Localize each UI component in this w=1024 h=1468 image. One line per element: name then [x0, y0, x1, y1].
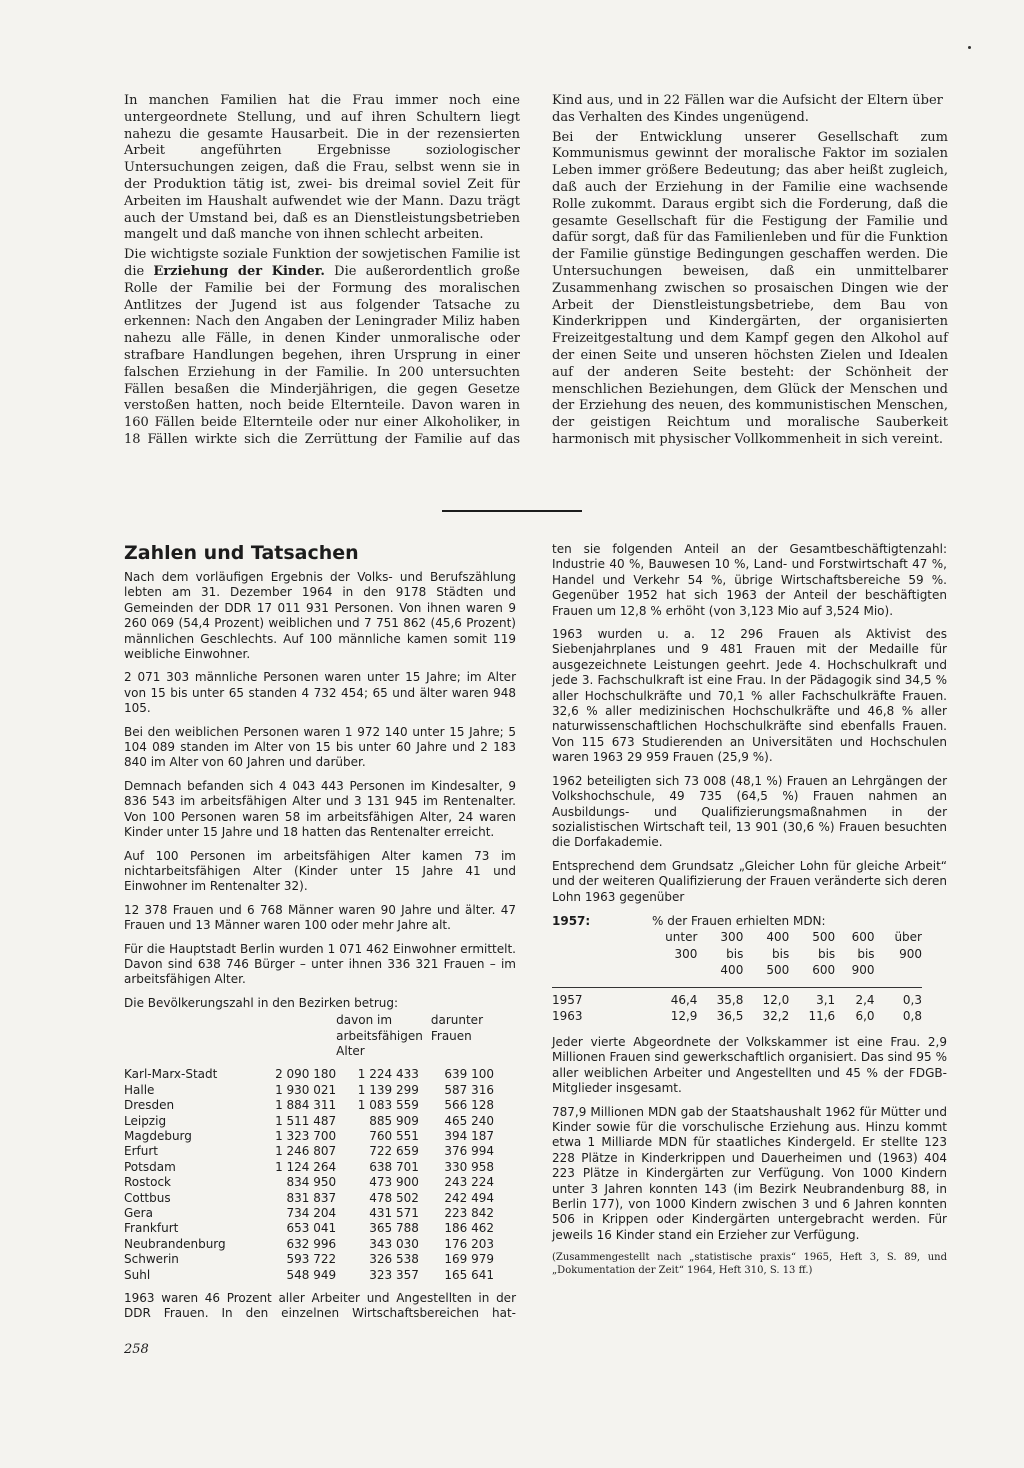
section-divider	[442, 510, 582, 512]
header-working-age: davon im arbeitsfähigen Alter	[336, 1013, 423, 1058]
district-name: Gera	[124, 1206, 153, 1221]
district-name: Frankfurt	[124, 1221, 179, 1236]
district-value: 885 909	[369, 1113, 419, 1128]
district-value: 639 100	[444, 1067, 494, 1082]
district-value: 243 224	[444, 1175, 494, 1190]
district-value: 1 511 487	[275, 1113, 337, 1128]
bold-phrase: Erziehung der Kinder.	[153, 263, 325, 279]
district-name: Magdeburg	[124, 1129, 192, 1143]
table-row	[124, 1252, 504, 1267]
district-value: 242 494	[444, 1190, 494, 1205]
district-value: 465 240	[444, 1113, 494, 1128]
district-value: 566 128	[444, 1098, 494, 1113]
district-value: 169 979	[444, 1252, 494, 1267]
table-row	[124, 1175, 504, 1190]
district-value: 760 551	[369, 1129, 419, 1143]
district-value: 638 701	[369, 1159, 419, 1174]
district-value: 343 030	[369, 1236, 419, 1251]
district-value: 326 538	[369, 1252, 419, 1267]
district-value: 323 357	[369, 1267, 419, 1282]
top-left-column	[124, 93, 520, 452]
district-name: Rostock	[124, 1175, 171, 1190]
table-row	[124, 1067, 504, 1082]
table-row	[124, 1268, 504, 1283]
top-right-column	[552, 93, 948, 452]
paragraph: Bei der Entwicklung unserer Gesellschaft zum Kommunismus gewinnt der moralische Faktor im sozialen Leben immer größere Bedeutung; das aber heißt zugleich, daß auch der Erziehung in der Familie eine wachsende Rolle zukommt. Daraus ergibt sich die Forderung, daß die gesamte Gesellschaft für die Festigung der Familie und dafür sorgt, daß für das Familienleben und für die Funktion der Familie günstige Bedingungen geschaffen werden. Die Untersuchungen beweisen, daß ein unmittelbarer Zusammenhang zwischen so prosaischen Dingen wie der Arbeit der Dienstleistungsbetriebe, dem Bau von Kinderkrippen und Kindergärten, der organisierten Freizeitgestaltung und dem Kampf gegen den Alkohol auf der einen Seite und unseren höchsten Zielen und Idealen auf der anderen Seite besteht: der Schönheit der menschlichen Beziehungen, dem Glück der Menschen und der Erziehung des neuen, des kommunistischen Menschen, der geistigen Reichtum und moralische Sauberkeit harmonisch mit physischer Vollkommenheit in sich vereint.	[552, 129, 948, 447]
paragraph: ten sie folgenden Anteil an der Gesamtbeschäftigtenzahl: Industrie 40 %, Bauwesen 10 %, Land- und Forstwirtschaft 47 %, Handel und Verkehr 54 %, übrige Wirtschaftsbereiche 59 %. Gegenüber 1952 hat sich 1963 der Anteil der beschäftigten Frauen um 12,8 % erhöht (von 3,123 Mio auf 3,524 Mio).	[552, 542, 947, 618]
paragraph: 2 071 303 männliche Personen waren unter 15 Jahre; im Alter von 15 bis unter 65 standen 4 732 454; 65 und älter waren 948 105.	[124, 670, 516, 716]
district-value: 734 204	[286, 1206, 337, 1221]
paragraph: Nach dem vorläufigen Ergebnis der Volks- und Berufszählung lebten am 31. Dezember 1964 in den 9178 Städten und Gemeinden der DDR 17 011 931 Personen. Von ihnen waren 9 260 069 (54,4 Prozent) weiblichen und 7 751 862 (45,6 Prozent) männlichen Geschlechts. Auf 100 männliche kamen somit 119 weibliche Einwohner.	[124, 570, 516, 662]
paragraph: In manchen Familien hat die Frau immer noch eine untergeordnete Stellung, und auf ihren Schultern liegt nahezu die gesamte Hausarbeit. Die in der rezensierten Arbeit angeführten Ergebnisse soziologischer Untersuchungen zeigen, daß die Frau, selbst wenn sie in der Produktion tätig ist, zwei- bis dreimal soviel Zeit für Arbeiten im Haushalt aufwendet wie der Mann. Dazu trägt auch der Umstand bei, daß es an Dienstleistungsbetrieben mangelt und daß manche von ihnen schlecht arbeiten.	[124, 93, 520, 243]
district-value: 1 139 299	[357, 1082, 419, 1097]
district-value: 593 722	[286, 1252, 337, 1267]
district-value: 431 571	[369, 1206, 419, 1221]
district-value: 587 316	[444, 1082, 494, 1097]
district-name: Schwerin	[124, 1252, 179, 1267]
district-value: 834 950	[286, 1175, 337, 1190]
paragraph: Die wichtigste soziale Funktion der sowjetischen Familie ist die Erziehung der Kinder. Die außerordentlich große Rolle der Familie bei der Formung des moralischen Antlitzes der Jugend ist aus folgender Tatsache zu erkennen: Nach den Angaben der Leningrader Miliz haben nahezu alle Fälle, in denen Kinder unmoralische oder strafbare Handlungen begehen, ihren Ursprung in einer falschen Erziehung in der Familie. In 200 untersuchten Fällen besaßen die Minderjährigen, die gegen Gesetze verstoßen hatten, noch beide Elternteile. Davon waren in 160 Fällen beide Elternteile oder nur einer Alkoholiker, in 18 Fällen wirkte sich die Zerrüttung der Familie auf das	[124, 247, 521, 447]
district-value: 1 884 311	[275, 1098, 337, 1113]
district-value: 653 041	[286, 1221, 337, 1236]
table-row	[124, 1129, 504, 1144]
table-row: 1963 12,9 36,5 32,2 11,6 6,0 0,8	[552, 1009, 922, 1024]
district-value: 330 958	[444, 1159, 494, 1174]
paragraph: 12 378 Frauen und 6 768 Männer waren 90 Jahre und älter. 47 Frauen und 13 Männer waren 100 oder mehr Jahre alt.	[124, 902, 516, 933]
table-row: 1957 46,4 35,8 12,0 3,1 2,4 0,3	[552, 992, 922, 1007]
wage-header-row: 300 bis bis bis bis 900	[674, 946, 922, 961]
district-name: Neubrandenburg	[124, 1236, 226, 1251]
facts-left-column	[124, 542, 516, 1330]
table-row	[124, 1083, 504, 1098]
paragraph: 1963 waren 46 Prozent aller Arbeiter und Angestellten in der DDR Frauen. In den einzelnen Wirtschaftsbereichen hat-	[124, 1291, 516, 1321]
paragraph: Bei den weiblichen Personen waren 1 972 140 unter 15 Jahre; 5 104 089 standen im Alter von 15 bis unter 60 Jahre und 2 183 840 im Alter von 60 Jahren und darüber.	[124, 724, 516, 770]
section-heading: Zahlen und Tatsachen	[124, 542, 359, 564]
table-row	[124, 1206, 504, 1221]
paragraph: Entsprechend dem Grundsatz „Gleicher Lohn für gleiche Arbeit“ und der weiteren Qualifizierung der Frauen veränderte sich deren Lohn 1963 gegenüber	[552, 858, 947, 904]
district-value: 722 659	[369, 1144, 419, 1159]
district-value: 365 788	[369, 1221, 419, 1236]
district-name: Potsdam	[124, 1159, 176, 1174]
district-value: 478 502	[369, 1190, 419, 1205]
district-value: 473 900	[369, 1175, 419, 1190]
table-intro: Die Bevölkerungszahl in den Bezirken betrug:	[124, 995, 399, 1010]
page-number: 258	[124, 1342, 149, 1357]
table-row	[124, 1221, 504, 1236]
district-value: 1 323 700	[275, 1129, 337, 1143]
district-value: 1 124 264	[275, 1159, 337, 1174]
district-value: 165 641	[444, 1267, 494, 1282]
paragraph: Kind aus, und in 22 Fällen war die Aufsicht der Eltern über das Verhalten des Kindes ungenügend.	[552, 93, 943, 125]
table-row	[124, 1098, 504, 1113]
paragraph: 1962 beteiligten sich 73 008 (48,1 %) Frauen an Lehrgängen der Volkshochschule, 49 735 (64,5 %) Frauen nahmen an Ausbildungs- und Qualifizierungsmaßnahmen in der sozialistischen Wirtschaft teil, 13 901 (30,6 %) Frauen besuchten die Dorfakademie.	[552, 773, 947, 850]
wage-caption: % der Frauen erhielten MDN:	[652, 913, 826, 928]
district-value: 632 996	[286, 1236, 337, 1251]
header-women: darunter Frauen	[430, 1013, 483, 1043]
table-row	[124, 1144, 504, 1159]
district-value: 376 994	[444, 1144, 494, 1159]
district-name: Cottbus	[124, 1190, 171, 1205]
paragraph: Auf 100 Personen im arbeitsfähigen Alter kamen 73 im nichtarbeitsfähigen Alter (Kinder unter 15 Jahre 41 und Einwohner im Rentenalter 32).	[124, 848, 516, 894]
district-value: 831 837	[286, 1190, 337, 1205]
district-value: 2 090 180	[275, 1067, 337, 1082]
district-name: Halle	[124, 1082, 155, 1097]
district-name: Leipzig	[124, 1113, 167, 1128]
paragraph: Jeder vierte Abgeordnete der Volkskammer ist eine Frau. 2,9 Millionen Frauen sind gewerkschaftlich organisiert. Das sind 95 % aller weiblichen Arbeiter und Angestellten und 45 % der FDGB-Mitglieder insgesamt.	[552, 1034, 947, 1096]
wage-header-row: unter 300 400 500 600 über	[665, 930, 922, 945]
district-population-table	[124, 1013, 504, 1283]
table-row	[124, 1114, 504, 1129]
paragraph: 787,9 Millionen MDN gab der Staatshaushalt 1962 für Mütter und Kinder sowie für die vorschulische Erziehung aus. Hinzu kommt etwa 1 Milliarde MDN für staatliches Kindergeld. Er stellte 123 228 Plätze in Kinderkrippen und Dauerheimen und (1963) 404 223 Plätze in Kindergärten zur Verfügung. Von 1000 Kindern unter 3 Jahren konnten 143 (im Bezirk Neubrandenburg 88, in Berlin 177), von 1000 Kindern zwischen 3 und 6 Jahren konnten 506 in Krippen oder Kindergärten untergebracht werden. Für jeweils 16 Kinder stand ein Erzieher zur Verfügung.	[552, 1104, 947, 1242]
paragraph: 1963 wurden u. a. 12 296 Frauen als Aktivist des Siebenjahrplanes und 9 481 Frauen mit der Medaille für ausgezeichnete Leistungen geehrt. Jede 4. Hochschulkraft und jede 3. Fachschulkraft ist eine Frau. In der Pädagogik sind 34,5 % aller Hochschulkräfte und 70,1 % aller Fachschulkräfte Frauen. 32,6 % aller medizinischen Hochschulkräfte und 46,8 % aller naturwissenschaftlichen Hochschulkräfte sind ebenfalls Frauen. Von 115 673 Studierenden an Universitäten und Hochschulen waren 1963 29 959 Frauen (25,9 %).	[552, 627, 947, 765]
district-value: 1 224 433	[357, 1067, 419, 1082]
district-name: Erfurt	[124, 1144, 158, 1159]
paragraph: Demnach befanden sich 4 043 443 Personen im Kindesalter, 9 836 543 im arbeitsfähigen Alter und 3 131 945 im Rentenalter. Von 100 Personen waren 58 im arbeitsfähigen Alter, 24 waren Kinder unter 15 Jahre und 18 hatten das Rentenalter erreicht.	[124, 778, 516, 840]
district-value: 1 930 021	[275, 1082, 337, 1097]
district-name: Karl-Marx-Stadt	[124, 1067, 218, 1082]
district-value: 394 187	[444, 1129, 494, 1143]
district-value: 1 246 807	[275, 1144, 337, 1159]
district-name: Suhl	[124, 1267, 151, 1282]
table-row	[124, 1160, 504, 1175]
wage-header-row: 400 500 600 900	[720, 963, 875, 978]
district-value: 548 949	[286, 1267, 337, 1282]
wage-distribution-table	[552, 913, 922, 1025]
wage-year-label: 1957:	[552, 913, 591, 928]
speck	[968, 46, 971, 49]
source-note: (Zusammengestellt nach „statistische praxis“ 1965, Heft 3, S. 89, und „Dokumentation der Zeit“ 1964, Heft 310, S. 13 ff.)	[552, 1252, 947, 1277]
district-value: 223 842	[444, 1206, 494, 1221]
table-header-row	[124, 1013, 504, 1059]
facts-right-column	[552, 542, 947, 1285]
district-name: Dresden	[124, 1098, 175, 1113]
table-row	[124, 1191, 504, 1206]
district-value: 176 203	[444, 1236, 494, 1251]
table-row	[124, 1237, 504, 1252]
district-value: 1 083 559	[357, 1098, 419, 1113]
paragraph: Für die Hauptstadt Berlin wurden 1 071 462 Einwohner ermittelt. Davon sind 638 746 Bürger – unter ihnen 336 321 Frauen – im arbeitsfähigen Alter.	[124, 941, 516, 987]
district-value: 186 462	[444, 1221, 494, 1236]
